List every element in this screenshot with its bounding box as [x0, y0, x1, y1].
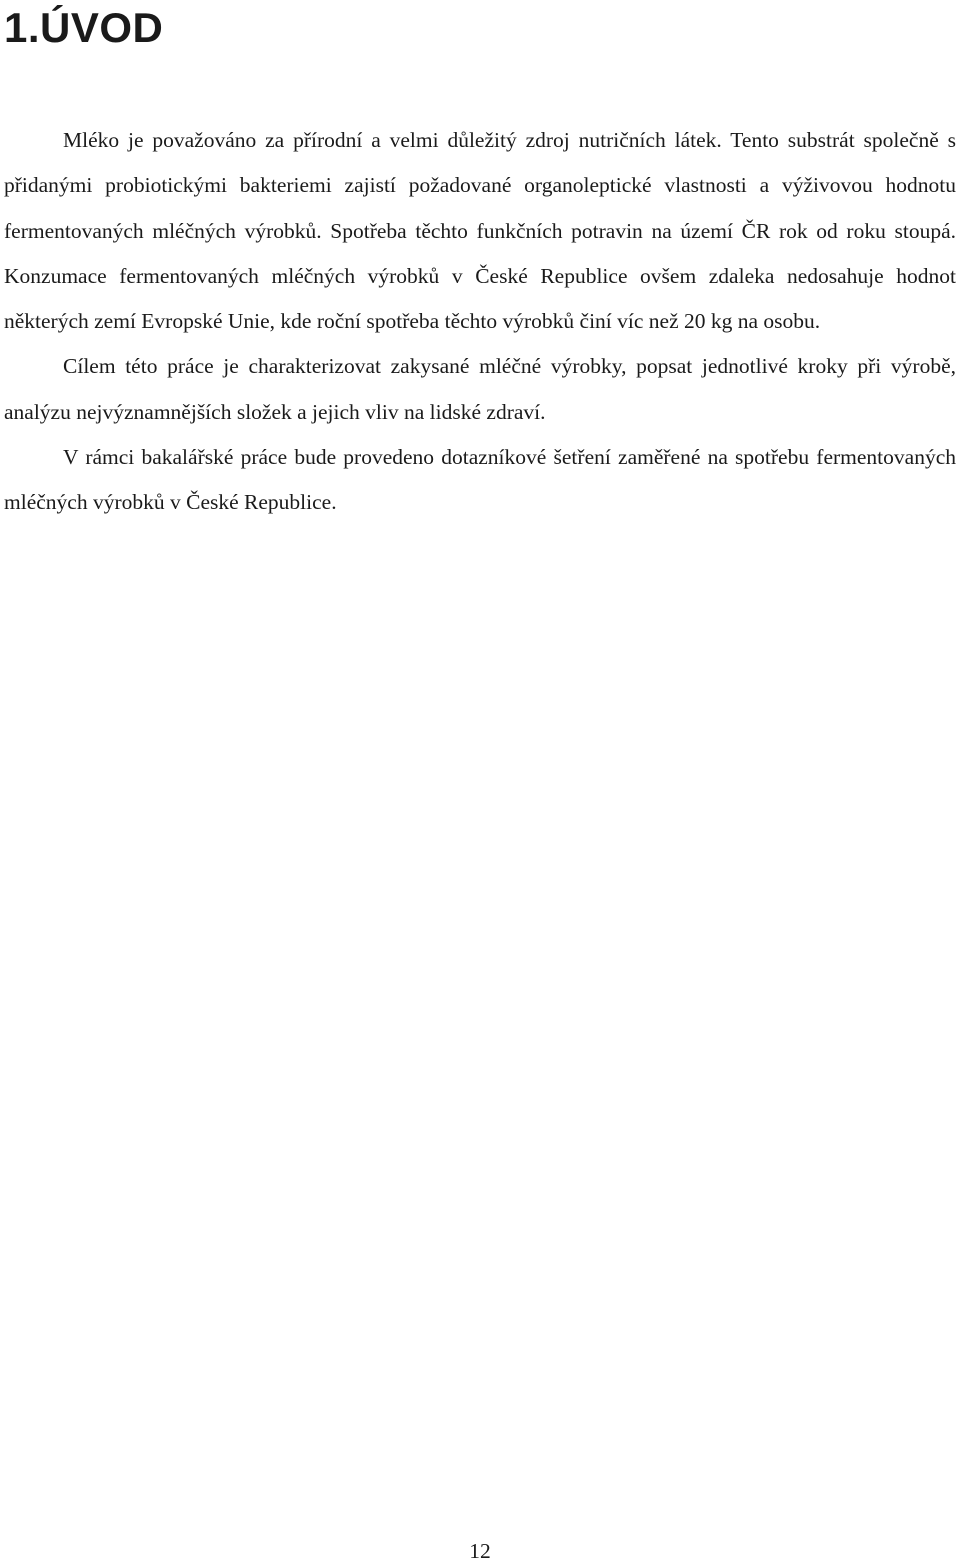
page-number: 12 [469, 1539, 491, 1563]
paragraph-intro: Mléko je považováno za přírodní a velmi důležitý zdroj nutričních látek. Tento substrát společně s přidanými probiotickými bakteriemi zajistí požadované organoleptické vlastnosti a výživovou hodnotu fermentovaných mléčných výrobků. Spotřeba těchto funkčních potravin na území ČR rok od roku stoupá. Konzumace fermentovaných mléčných výrobků v České Republice ovšem zdaleka nedosahuje hodnot některých zemí Evropské Unie, kde roční spotřeba těchto výrobků činí víc než 20 kg na osobu. [4, 128, 956, 334]
paragraph-aim: Cílem této práce je charakterizovat zakysané mléčné výrobky, popsat jednotlivé kroky při výrobě, analýzu nejvýznamnějších složek a jejich vliv na lidské zdraví. [4, 354, 956, 424]
paragraph-survey: V rámci bakalářské práce bude provedeno dotazníkové šetření zaměřené na spotřebu fermentovaných mléčných výrobků v České Republice. [4, 445, 956, 515]
body-text [4, 118, 956, 526]
chapter-heading: 1.ÚVOD [4, 4, 164, 51]
